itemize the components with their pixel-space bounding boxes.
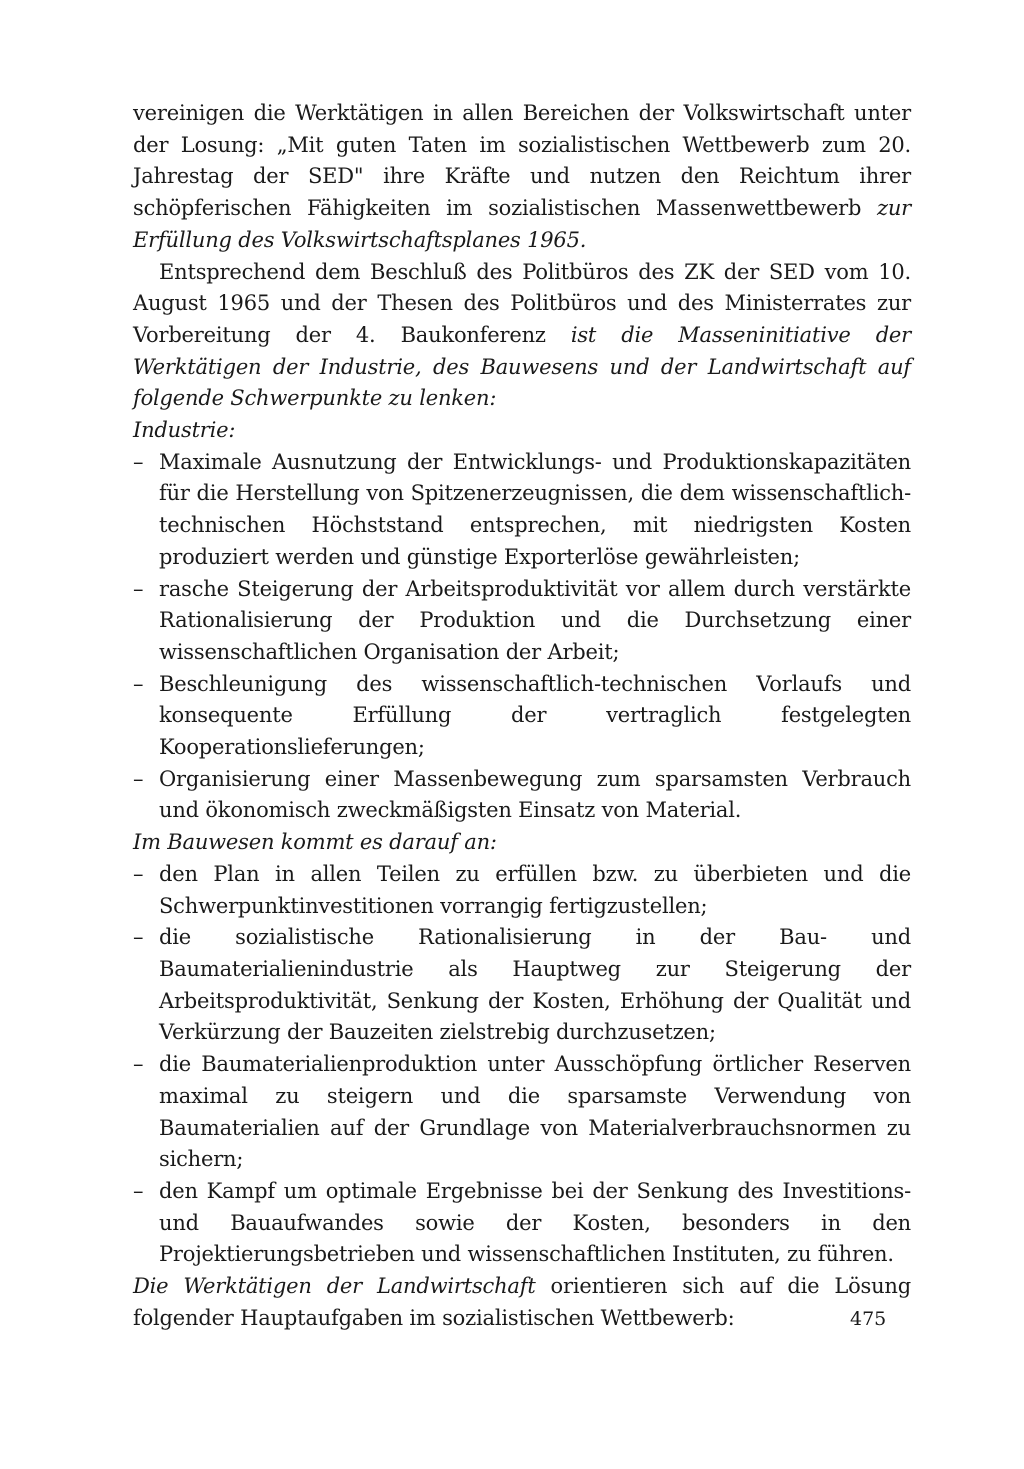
document-page: [133, 98, 911, 1334]
list-item: [133, 922, 911, 1049]
list-item-text: rasche Steigerung der Arbeitsproduktivität vor allem durch verstärkte Rationalisierung der Produktion und die Durchsetzung einer wissenschaftlichen Organisation der Arbeit;: [159, 576, 911, 664]
paragraph-intro-text: vereinigen die Werktätigen in allen Bereichen der Volkswirtschaft unter der Losung: „Mit guten Taten im sozialistischen Wettbewerb zum 20. Jahrestag der SED" ihre Kräfte und nutzen den Reichtum ihrer schöpferischen Fähigkeiten im sozialistischen Massenwettbewerb: [133, 101, 911, 221]
paragraph-beschluss-text: Entsprechend dem Beschluß des Politbüros des ZK der SED vom 10. August 1965 und der Thesen des Politbüros und des Ministerrates zur Vorbereitung der 4. Baukonferenz: [133, 259, 911, 347]
list-item: [133, 1176, 911, 1271]
dash-bullet: –: [133, 1178, 144, 1203]
list-item-text: Organisierung einer Massenbewegung zum sparsamsten Verbrauch und ökonomisch zweckmäßigsten Einsatz von Material.: [159, 766, 911, 823]
list-item-text: den Plan in allen Teilen zu erfüllen bzw. zu überbieten und die Schwerpunktinvestitionen vorrangig fertigzustellen;: [159, 861, 911, 918]
list-item-text: die Baumaterialienproduktion unter Ausschöpfung örtlicher Reserven maximal zu steigern und die sparsamste Verwendung von Baumaterialien auf der Grundlage von Materialverbrauchsnormen zu sichern;: [159, 1052, 911, 1172]
dash-bullet: –: [133, 925, 144, 950]
list-item-text: den Kampf um optimale Ergebnisse bei der Senkung des Investitions- und Bauaufwandes sowie der Kosten, besonders in den Projektierungsbetrieben und wissenschaftlichen Instituten, zu führen.: [159, 1178, 911, 1267]
heading-industrie: Industrie:: [133, 418, 236, 443]
paragraph-beschluss: [133, 257, 911, 416]
list-item: [133, 574, 911, 669]
dash-bullet: –: [133, 766, 144, 791]
dash-bullet: –: [133, 1052, 144, 1077]
list-item-text: die sozialistische Rationalisierung in der Bau- und Baumaterialienindustrie als Hauptweg zur Steigerung der Arbeitsproduktivität, Senkung der Kosten, Erhöhung der Qualität und Verkürzung der Bauzeiten zielstrebig durchzusetzen;: [159, 925, 911, 1045]
list-item: [133, 669, 911, 764]
heading-bauwesen: Im Bauwesen kommt es darauf an:: [133, 830, 497, 855]
list-item: [133, 859, 911, 922]
paragraph-landwirtschaft: [133, 1271, 911, 1334]
list-item: [133, 764, 911, 827]
paragraph-beschluss-emphasis: ist die Masseninitiative der Werktätigen der Industrie, des Bauwesens und der Landwirtschaft auf folgende Schwerpunkte zu lenken:: [133, 322, 912, 411]
list-item-text: Beschleunigung des wissenschaftlich-technischen Vorlaufs und konsequente Erfüllung der vertraglich festgelegten Kooperationslieferungen;: [159, 671, 911, 760]
paragraph-intro-emphasis: zur Erfüllung des Volkswirtschaftsplanes 1965.: [133, 196, 911, 252]
paragraph-landwirtschaft-text: orientieren sich auf die Lösung folgender Hauptaufgaben im sozialistischen Wettbewerb:: [133, 1274, 911, 1330]
dash-bullet: –: [133, 449, 144, 474]
list-item: [133, 447, 911, 574]
dash-bullet: –: [133, 671, 144, 696]
page-number: 475: [850, 1308, 887, 1330]
dash-bullet: –: [133, 576, 144, 601]
list-bauwesen: [133, 859, 911, 1271]
paragraph-landwirtschaft-emphasis: Die Werktätigen der Landwirtschaft: [133, 1274, 536, 1299]
list-item-text: Maximale Ausnutzung der Entwicklungs- und Produktionskapazitäten für die Herstellung von Spitzenerzeugnissen, die dem wissenschaftlich-technischen Höchststand entsprechen, mit niedrigsten Kosten produziert werden und günstige Exporterlöse gewährleisten;: [159, 449, 911, 569]
list-item: [133, 1049, 911, 1176]
dash-bullet: –: [133, 861, 144, 886]
paragraph-intro: [133, 98, 911, 257]
list-industrie: [133, 447, 911, 827]
